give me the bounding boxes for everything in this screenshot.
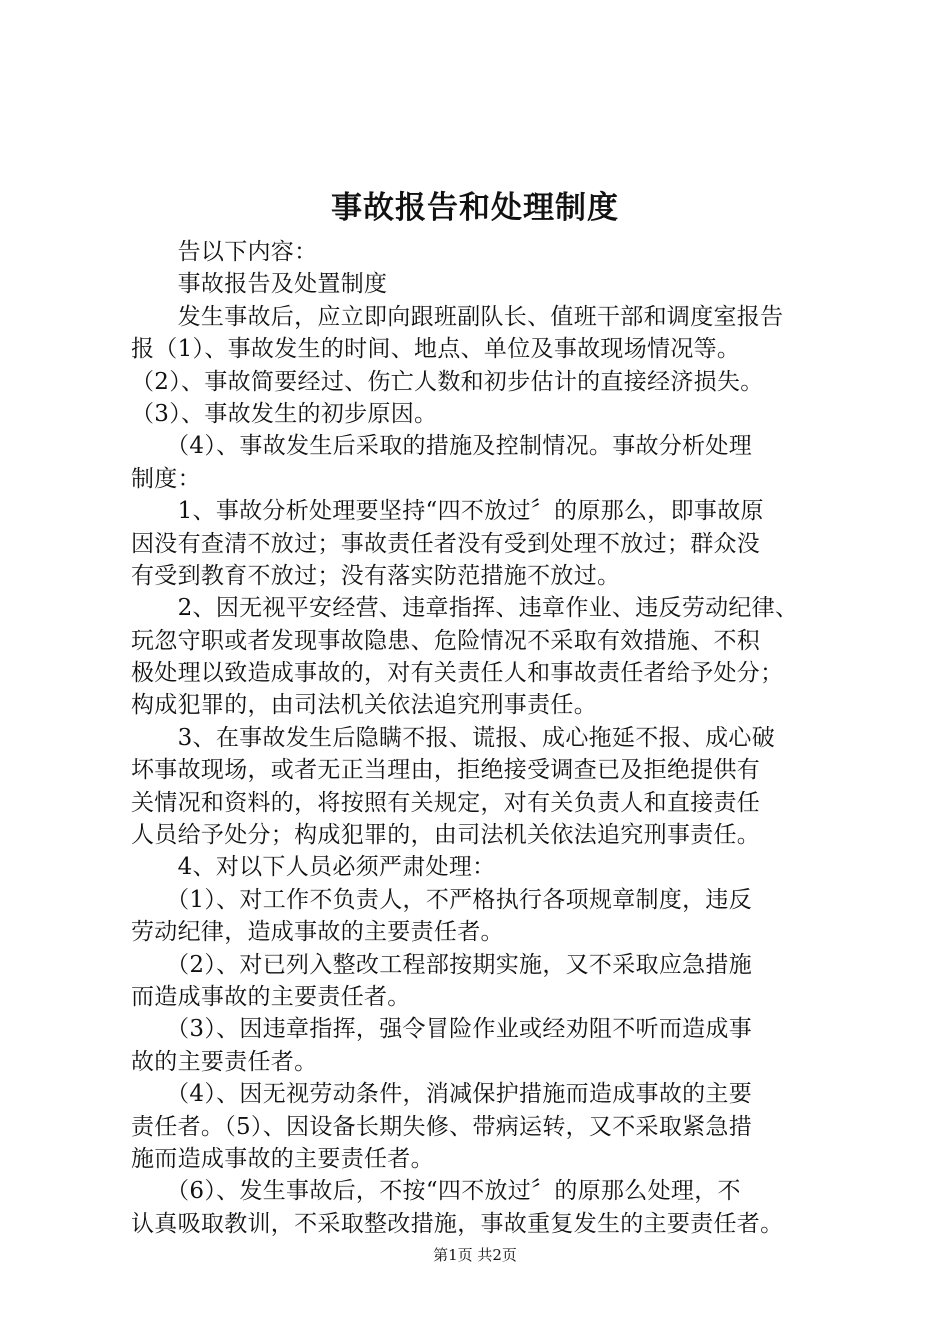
text-line: （3）、因违章指挥，强令冒险作业或经劝阻不听而造成事 — [131, 1016, 753, 1043]
text-line: 3、在事故发生后隐瞒不报、谎报、成心拖延不报、成心破 — [131, 724, 776, 751]
text-line: 玩忽守职或者发现事故隐患、危险情况不采取有效措施、不积 — [131, 627, 761, 654]
text-line: 认真吸取教训，不采取整改措施，事故重复发生的主要责任者。 — [131, 1210, 784, 1237]
text-line: 2、因无视平安经营、违章指挥、违章作业、违反劳动纪律、 — [131, 595, 799, 622]
text-line: （3）、事故发生的初步原因。 — [131, 400, 438, 427]
text-line: 故的主要责任者。 — [131, 1048, 318, 1075]
text-line: （4）、事故发生后采取的措施及控制情况。事故分析处理 — [131, 433, 753, 460]
text-line: 关情况和资料的，将按照有关规定，对有关负责人和直接责任 — [131, 789, 761, 816]
text-line: 告以下内容： — [131, 239, 318, 265]
text-line: （2）、对已列入整改工程部按期实施，又不采取应急措施 — [131, 951, 753, 978]
text-line: 构成犯罪的，由司法机关依法追究刑事责任。 — [131, 692, 597, 719]
text-line: 事故报告及处置制度 — [131, 271, 388, 298]
text-line: 人员给予处分；构成犯罪的，由司法机关依法追究刑事责任。 — [131, 822, 761, 849]
text-line: 1、事故分析处理要坚持“四不放过〞的原那么，即事故原 — [131, 498, 764, 525]
text-line: （1）、对工作不负责人，不严格执行各项规章制度，违反 — [131, 886, 753, 913]
text-line: （6）、发生事故后，不按“四不放过〞的原那么处理，不 — [131, 1178, 741, 1205]
text-line: 极处理以致造成事故的，对有关责任人和事故责任者给予处分； — [131, 660, 784, 687]
text-line: 责任者。（5）、因设备长期失修、带病运转，又不采取紧急措 — [131, 1113, 753, 1140]
text-line: 发生事故后，应立即向跟班副队长、值班干部和调度室报告 — [131, 303, 784, 330]
text-line: 而造成事故的主要责任者。 — [131, 983, 411, 1010]
text-line: 制度： — [131, 465, 201, 492]
text-line: 坏事故现场，或者无正当理由，拒绝接受调查已及拒绝提供有 — [131, 757, 761, 784]
page-title: 事故报告和处理制度 — [331, 190, 619, 226]
text-line: 施而造成事故的主要责任者。 — [131, 1145, 434, 1172]
text-line: 4、对以下人员必须严肃处理： — [131, 854, 496, 881]
text-line: 有受到教育不放过；没有落实防范措施不放过。 — [131, 562, 621, 589]
text-line: 劳动纪律，造成事故的主要责任者。 — [131, 919, 504, 946]
page-footer: 第1页 共2页 — [433, 1246, 517, 1264]
text-line: 报（1）、事故发生的时间、地点、单位及事故现场情况等。 — [131, 336, 741, 363]
text-line: 因没有查清不放过；事故责任者没有受到处理不放过；群众没 — [131, 530, 761, 557]
text-line: （2）、事故简要经过、伤亡人数和初步估计的直接经济损失。 — [131, 368, 764, 395]
text-line: （4）、因无视劳动条件，消减保护措施而造成事故的主要 — [131, 1081, 753, 1108]
document-body — [131, 236, 831, 1240]
